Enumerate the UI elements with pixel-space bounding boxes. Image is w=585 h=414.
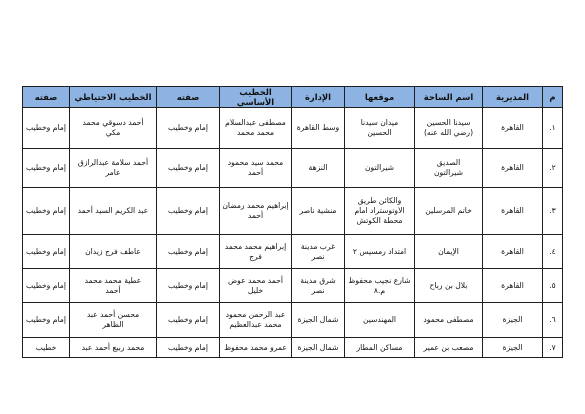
cell-administration: منشية ناصر [292, 188, 345, 235]
cell-primary-preacher-line: مصطفى عبدالسلام [225, 118, 286, 127]
cell-primary-preacher [220, 235, 292, 269]
header-backup-preacher: الخطيب الاحتياطي [70, 87, 157, 108]
table-body [23, 108, 563, 358]
table-row [23, 188, 563, 235]
cell-backup-role: إمام وخطيب [23, 149, 70, 188]
cell-backup-preacher [70, 269, 157, 303]
cell-num: ٣. [543, 188, 563, 235]
cell-administration: النزهة [292, 149, 345, 188]
cell-location [345, 188, 415, 235]
header-administration: الإدارة [292, 87, 345, 108]
header-num: م [543, 87, 563, 108]
cell-num: ٢. [543, 149, 563, 188]
header-backup-role: صفته [23, 87, 70, 108]
cell-location [345, 235, 415, 269]
cell-primary-preacher-line: أحمد [247, 211, 264, 220]
cell-location [345, 108, 415, 149]
cell-backup-preacher-line: عبد الكريم السيد أحمد [77, 206, 149, 215]
cell-square-name [415, 269, 483, 303]
cell-primary-preacher-line: محمد عبدالعظيم [229, 320, 282, 329]
cell-primary-preacher-line: عمرو محمد محفوظ [224, 342, 287, 352]
table-row [23, 149, 563, 188]
cell-primary-role: إمام وخطيب [157, 269, 220, 303]
preachers-table-container [22, 86, 562, 358]
table-row [23, 338, 563, 358]
cell-directorate: القاهرة [483, 108, 543, 149]
cell-administration: غرب مدينة نصر [292, 235, 345, 269]
cell-primary-preacher-line: إبراهيم محمد محمد [224, 241, 287, 251]
cell-location-line: محطة الكوتش [356, 216, 403, 225]
header-primary-role: صفته [157, 87, 220, 108]
cell-directorate: الجيزة [483, 303, 543, 338]
cell-backup-preacher [70, 235, 157, 269]
cell-num: ٤. [543, 235, 563, 269]
cell-primary-preacher [220, 149, 292, 188]
cell-backup-preacher [70, 188, 157, 235]
header-location: موقعها [345, 87, 415, 108]
cell-num: ٧. [543, 338, 563, 358]
cell-administration: وسط القاهرة [292, 108, 345, 149]
table-header-row [23, 87, 563, 108]
cell-backup-preacher [70, 303, 157, 338]
cell-location-line: الاوتوستراد امام [354, 206, 405, 215]
cell-backup-preacher [70, 149, 157, 188]
cell-primary-preacher-line: عبد الرحمن محمود [225, 310, 286, 319]
table-row [23, 269, 563, 303]
cell-location-line: شيرالتون [364, 163, 395, 172]
cell-primary-role: إمام وخطيب [157, 303, 220, 338]
cell-backup-preacher-line: محسن أحمد عبد [86, 310, 140, 319]
cell-square-name-line: مصعب بن عمير [423, 342, 474, 352]
cell-backup-role: خطيب [23, 338, 70, 358]
cell-administration: شمال الجيزة [292, 303, 345, 338]
cell-location-line: الحسين [367, 128, 392, 137]
cell-location-line: ميدان سيدنا [360, 118, 399, 127]
cell-backup-preacher-line: عاطف فرج زيدان [85, 246, 141, 256]
table-row [23, 235, 563, 269]
cell-square-name [415, 188, 483, 235]
cell-primary-preacher [220, 303, 292, 338]
cell-square-name [415, 235, 483, 269]
cell-directorate: القاهرة [483, 269, 543, 303]
cell-backup-preacher-line: أحمد دسوقي محمد [82, 118, 144, 127]
cell-backup-preacher-line: مكي [105, 128, 121, 137]
cell-primary-preacher-line: أحمد محمد عوض [228, 275, 283, 285]
cell-primary-preacher-line: فرج [249, 251, 262, 261]
cell-backup-preacher-line: أحمد [105, 285, 121, 295]
cell-backup-preacher-line: عامر [105, 168, 121, 177]
cell-location-line: امتداد رمسيس ٢ [352, 246, 407, 256]
cell-primary-preacher [220, 108, 292, 149]
cell-square-name [415, 108, 483, 149]
cell-location [345, 269, 415, 303]
header-directorate: المديرية [483, 87, 543, 108]
cell-square-name-line: مصطفى محمود [423, 315, 474, 324]
cell-primary-preacher-line: خليل [247, 285, 264, 295]
header-primary-preacher: الخطيب الأساسي [220, 87, 292, 108]
cell-backup-preacher [70, 338, 157, 358]
cell-primary-preacher-line: إبراهيم محمد رمضان [222, 201, 289, 210]
cell-location-line: شارع نجيب محفوظ [348, 275, 411, 285]
cell-backup-role: إمام وخطيب [23, 269, 70, 303]
cell-square-name-line: الإيمان [438, 246, 459, 256]
cell-primary-preacher-line: محمد سيد محمود [227, 158, 284, 167]
cell-square-name [415, 303, 483, 338]
cell-primary-role: إمام وخطيب [157, 149, 220, 188]
cell-directorate: القاهرة [483, 188, 543, 235]
cell-primary-role: إمام وخطيب [157, 235, 220, 269]
cell-administration: شمال الجيزة [292, 338, 345, 358]
cell-num: ٥. [543, 269, 563, 303]
cell-square-name-line: شيرالتون [433, 168, 464, 177]
cell-backup-preacher-line: محمد ربيع أحمد عبد [81, 342, 145, 352]
cell-primary-role: إمام وخطيب [157, 338, 220, 358]
cell-primary-preacher [220, 188, 292, 235]
cell-square-name [415, 149, 483, 188]
cell-backup-role: إمام وخطيب [23, 303, 70, 338]
cell-location-line: م.٨ [373, 285, 386, 295]
table-row [23, 303, 563, 338]
table-row [23, 108, 563, 149]
cell-directorate: القاهرة [483, 235, 543, 269]
cell-square-name-line: (رضي الله عنه) [423, 128, 474, 137]
cell-primary-preacher-line: محمد محمد [236, 128, 275, 137]
cell-backup-role: إمام وخطيب [23, 108, 70, 149]
cell-backup-preacher-line: أحمد سلامة عبدالرازق [77, 158, 149, 167]
cell-square-name [415, 338, 483, 358]
cell-num: ٦. [543, 303, 563, 338]
cell-location-line: المهندسين [362, 315, 397, 324]
cell-num: ١. [543, 108, 563, 149]
cell-backup-role: إمام وخطيب [23, 188, 70, 235]
cell-location-line: والكائن طريق [357, 196, 402, 205]
cell-square-name-line: سيدنا الحسين [426, 118, 471, 127]
cell-square-name-line: بلال بن رباح [429, 280, 468, 290]
cell-square-name-line: الصديق [436, 158, 461, 167]
preachers-table [22, 86, 563, 358]
cell-square-name-line: خاتم المرسلين [425, 206, 472, 215]
cell-primary-preacher-line: أحمد [247, 168, 264, 177]
cell-backup-preacher [70, 108, 157, 149]
cell-location-line: مساكن المطار [356, 342, 403, 352]
cell-location [345, 303, 415, 338]
cell-location [345, 338, 415, 358]
cell-backup-preacher-line: الظاهر [102, 320, 124, 329]
cell-backup-role: إمام وخطيب [23, 235, 70, 269]
cell-primary-role: إمام وخطيب [157, 108, 220, 149]
header-square-name: اسم الساحة [415, 87, 483, 108]
cell-administration: شرق مدينة نصر [292, 269, 345, 303]
cell-backup-preacher-line: عطية محمد محمد [84, 275, 142, 285]
cell-location [345, 149, 415, 188]
cell-directorate: الجيزة [483, 338, 543, 358]
cell-primary-role: إمام وخطيب [157, 188, 220, 235]
cell-directorate: القاهرة [483, 149, 543, 188]
cell-primary-preacher [220, 269, 292, 303]
cell-primary-preacher [220, 338, 292, 358]
